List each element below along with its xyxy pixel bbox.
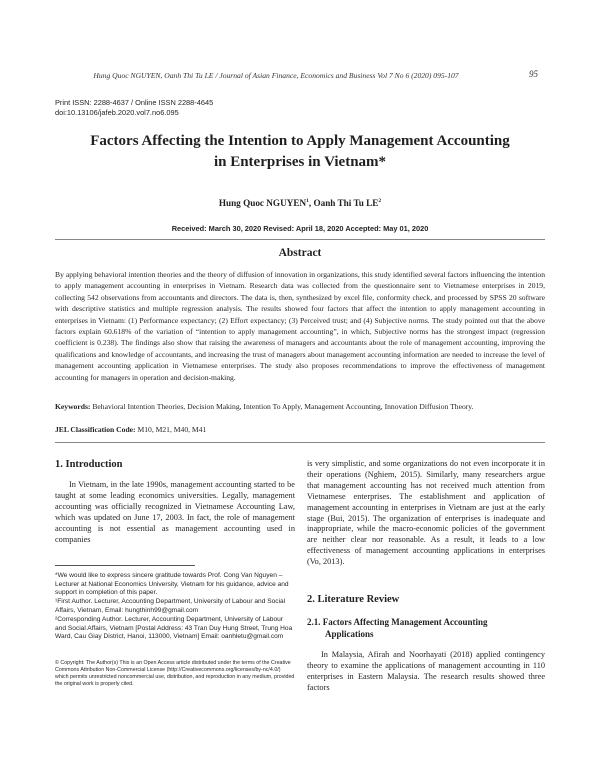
- title-line-1: Factors Affecting the Intention to Apply Management Accounting: [90, 133, 510, 149]
- jel-text: M10, M21, M40, M41: [137, 425, 207, 434]
- section-1-heading: 1. Introduction: [55, 459, 123, 470]
- right-column-paragraph-1: is very simplistic, and some organizations do not even incorporate it in their operations (Nghiem, 2015). Similarly, many researchers argue that management accounting has not received much attention from Vietnamese enterprises. The establishment and application of management accounting in enterprises in Vietnam are just at the early stage (Bui, 2015). The organization of enterprises is inadequate and inappropriate, while the macro-economic policies of the government are neither clear nor reasonable. As a result, it leads to a low effectiveness of management accounting applications in enterprises (Vo, 2013).: [307, 459, 545, 567]
- keywords-text: Behavioral Intention Theories, Decision Making, Intention To Apply, Management Accounting, Innovation Diffusion Theory.: [92, 402, 474, 411]
- keywords: [55, 401, 545, 412]
- jel-codes: [55, 424, 545, 435]
- author-1-affiliation-marker: 1: [306, 198, 309, 204]
- right-column-paragraph-2: In Malaysia, Afirah and Noorhayati (2018) applied contingency theory to examine the applications of management accounting in 110 enterprises in Eastern Malaysia. The research results showed three factors: [307, 650, 545, 692]
- section-2-1-heading: [307, 616, 545, 640]
- section-2-1-heading-line-2: Applications: [325, 629, 374, 639]
- author-2-affiliation-marker: 2: [378, 198, 382, 204]
- author-list: [55, 198, 545, 208]
- divider-bottom: [55, 442, 545, 443]
- footnote-corresponding-author: ²Corresponding Author. Lecturer, Accounting Department, University of Labour and Social Affairs, Vietnam [Postal Address: 43 Tran Duy Hung Street, Trung Hoa Ward, Cau Giay District, Hanoi, 113000, Vietnam] Email: oanhletu@gmail.com: [55, 616, 293, 640]
- section-1-paragraph: In Vietnam, in the late 1990s, management accounting started to be taught at some leading economics universities. Legally, management accounting was officially recognized in Vietnamese Accounting Law, which was updated on June 17, 2003. In fact, the role of management accounting is not essential as management accounting used in companies: [55, 480, 295, 544]
- footnote-acknowledgement: *We would like to express sincere gratitude towards Prof. Cong Van Nguyen – Lecturer at National Economics University, Vietnam for his guidance, advice and support in completion of this paper.: [55, 572, 289, 596]
- page-number: 95: [529, 69, 538, 79]
- author-separator: ,: [308, 198, 314, 209]
- keywords-label: Keywords:: [55, 402, 93, 411]
- section-2-heading: 2. Literature Review: [307, 594, 400, 605]
- title-line-2: in Enterprises in Vietnam*: [213, 154, 387, 170]
- author-1: Hung Quoc NGUYEN: [218, 198, 307, 209]
- running-header: Hung Quoc NGUYEN, Oanh Thi Tu LE / Journal of Asian Finance, Economics and Business Vol 7 No 6 (2020) 095-107: [93, 71, 459, 80]
- issn-line: Print ISSN: 2288-4637 / Online ISSN 2288-4645: [55, 98, 214, 107]
- paper-title: [55, 131, 545, 173]
- submission-dates: Received: March 30, 2020 Revised: April 18, 2020 Accepted: May 01, 2020: [171, 224, 429, 233]
- copyright-notice: © Copyright: The Author(s) This is an Open Access article distributed under the terms of the Creative Commons Attribution Non-Commercial License (http://Creativecommons.org/licenses/by-nc/4.0/) which permits unrestricted noncommercial use, distribution, and reproduction in any medium, provided the original work is properly cited.: [55, 660, 295, 687]
- author-2: Oanh Thi Tu LE: [313, 198, 379, 209]
- doi-line[interactable]: doi:10.13106/jafeb.2020.vol7.no6.095: [55, 108, 179, 117]
- footnote-first-author: ¹First Author. Lecturer, Accounting Department, University of Labour and Social Affairs, Vietnam, Email: hungthinh99@gmail.com: [55, 598, 286, 614]
- footnote-rule: [55, 565, 195, 566]
- abstract-text: By applying behavioral intention theories and the theory of diffusion of innovation in organizations, this study identified several factors influencing the intention to apply management accounting in enterprises in Vietnam. Research data was collected from the questionnaire sent to Vietnamese enterprises in 2019, collecting 542 observations from accountants and directors. The data is, then, synthesized by excel file, conformity check, and processed by SPSS 20 software with descriptive statistics and multiple regression analysis. The results showed four factors that affect the intention to apply management accounting in enterprises in Vietnam: (1) Performance expectancy; (2) Effort expectancy; (3) Perceived trust; and (4) Subjective norms. The study pointed out that the above factors explain 60.618% of the variation of “intention to apply management accounting”, in which, Subjective norms has the strongest impact (regression coefficient is 0.238). The findings also show that raising the awareness of managers and accountants about the role of management accounting, improving the qualifications and knowledge of accountants, and increasing the trust of managers about management accounting information are needed to increase the level of management accounting application in Vietnamese enterprises. The study also proposes recommendations to improve the effectiveness of management accounting for managers in operation and decision-making.: [55, 270, 545, 382]
- abstract-heading: Abstract: [278, 247, 322, 259]
- divider-top: [55, 239, 545, 240]
- section-2-1-heading-line-1: 2.1. Factors Affecting Management Accounting: [307, 617, 488, 627]
- jel-label: JEL Classification Code:: [55, 425, 138, 434]
